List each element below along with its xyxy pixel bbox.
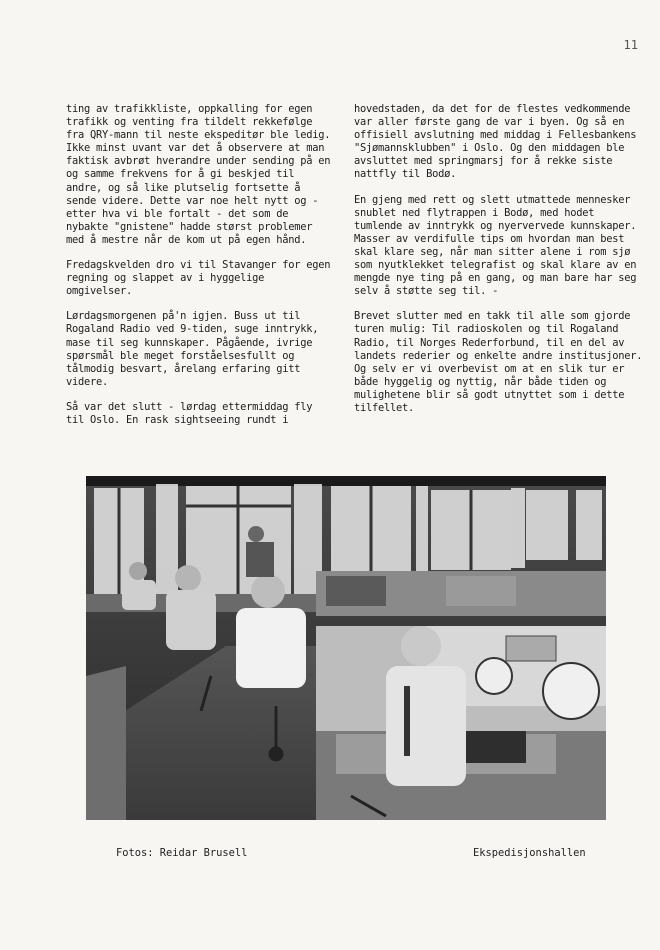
photo-credit: Fotos: Reidar Brusell [116, 847, 248, 859]
left-paragraph-2: Fredagskvelden dro vi til Stavanger for egen regning og slappet av i hyggelige omgivelser. [66, 259, 331, 298]
photo-caption: Ekspedisjonshallen [473, 847, 586, 859]
right-paragraph-1: hovedstaden, da det for de flestes vedkommende var aller første gang de var i byen. Og så en offisiell avslutning med middag i Fellesbankens "Sjømannsklubben" i Oslo. Og den middagen ble avsluttet med springmarsj for å rekke siste nattfly til Bodø. [354, 103, 637, 181]
left-paragraph-1: ting av trafikkliste, oppkalling for egen trafikk og venting fra tildelt rekkefølge fra QRY-mann til neste ekspeditør ble ledig. Ikke minst uvant var det å observere at man faktisk avbrøt hverandre under sending på en og samme frekvens for å gi beskjed til andre, og så like plutselig fortsette å sende videre. Dette var noe helt nytt og - etter hva vi ble fortalt - det som de nybakte "gnistene" hadde størst problemer med å mestre når de kom ut på egen hånd. [66, 103, 331, 246]
right-paragraph-2: En gjeng med rett og slett utmattede mennesker snublet ned flytrappen i Bodø, med hodet tumlende av inntrykk og nyervervede kunnskaper. Masser av verdifulle tips om hvordan man best skal klare seg, når man sitter alene i rom sjø som nyutklekket telegrafist og skal klare av en mengde nye ting på en gang, og man bare har seg selv å støtte seg til. - [354, 193, 637, 298]
page-number: 11 [623, 38, 638, 52]
left-paragraph-4: Så var det slutt - lørdag ettermiddag fly til Oslo. En rask sightseeing rundt i [66, 400, 313, 426]
left-column [66, 103, 336, 439]
radio-room-photo [86, 476, 606, 820]
right-paragraph-3: Brevet slutter med en takk til alle som gjorde turen mulig: Til radioskolen og til Rogaland Radio, til Norges Rederforbund, til en del av landets rederier og enkelte andre institusjoner. Og selv er vi overbevist om at en slik tur er både hyggelig og nyttig, når både tiden og mulighetene blir så godt utnyttet som i dette tilfellet. [354, 310, 643, 414]
right-column [354, 103, 646, 427]
left-paragraph-3: Lørdagsmorgenen på'n igjen. Buss ut til Rogaland Radio ved 9-tiden, suge inntrykk, mase til seg kunnskaper. Pågående, ivrige spørsmål ble meget forståelsesfullt og tålmodig besvart, årelang erfaring gitt videre. [66, 310, 319, 388]
radio-room-illustration [86, 476, 606, 820]
